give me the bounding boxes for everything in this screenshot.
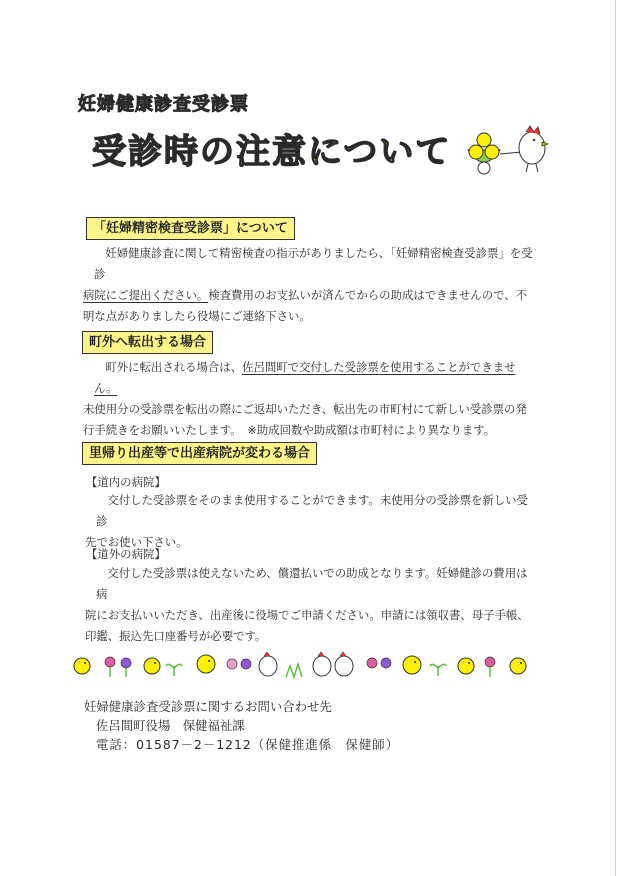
contact-heading: 妊婦健康診査受診票に関するお問い合わせ先 <box>84 699 332 714</box>
outside-hokkaido-label: 【道外の病院】 <box>86 547 166 561</box>
text-line: 交付した受診票をそのまま使用することができます。未使用分の受診票を新しい受診 <box>96 493 528 528</box>
page-edge <box>615 0 616 876</box>
hen-icon <box>259 652 277 676</box>
decorative-border <box>68 646 538 680</box>
chick-icon <box>403 656 421 674</box>
section-text-moving-out <box>83 357 534 441</box>
text-line: 交付した受診票は使えないため、償還払いでの助成となります。妊婦健診の費用は病 <box>96 566 528 601</box>
flower-icon <box>367 658 391 668</box>
text-line: 先でお使い下さい。 <box>85 535 188 549</box>
chick-icon <box>197 655 215 673</box>
chicks-and-hen-icon <box>462 112 552 178</box>
underlined-text: 病院にご提出ください。 <box>83 288 209 302</box>
section-heading-hospital-change: 里帰り出産等で出産病院が変わる場合 <box>82 442 317 465</box>
text-line: 未使用分の受診票を転出の際にご返却いただき、転出先の市町村にて新しい受診票の発 <box>83 402 527 416</box>
text-line: 明な点がありましたら役場にご連絡下さい。 <box>83 309 311 323</box>
flower-icon <box>485 657 495 677</box>
in-hokkaido-label: 【道内の病院】 <box>86 475 166 489</box>
text-line: 印鑑、振込先口座番号が必要です。 <box>85 629 267 643</box>
chick-icon <box>74 658 90 674</box>
in-hokkaido-text <box>85 490 536 553</box>
contact-office: 佐呂間町役場 保健福祉課 <box>96 718 245 733</box>
text-line: 妊婦健康診査に関して精密検査の指示がありましたら、「妊婦精密検査受診票」を受診 <box>94 246 533 281</box>
sprout-icon <box>430 664 446 676</box>
document-title: 受診時の注意について <box>92 132 452 172</box>
section-heading-precision-exam: 「妊婦精密検査受診票」について <box>86 217 295 240</box>
flower-icon <box>121 658 131 677</box>
text-line: 町外に転出される場合は、 <box>105 360 243 374</box>
flower-icon <box>227 659 251 669</box>
text-line: 行手続きをお願いいたします。 ※助成回数や助成額は市町村により異なります。 <box>83 423 496 437</box>
document-subtitle: 妊婦健康診査受診票 <box>78 94 249 115</box>
chick-icon <box>458 658 474 674</box>
outside-hokkaido-text <box>85 563 536 647</box>
grass-icon <box>286 664 302 677</box>
section-text-precision-exam <box>83 243 534 327</box>
chick-icon <box>510 658 526 674</box>
chick-icon <box>144 658 160 674</box>
hen-icon <box>335 652 353 676</box>
text-line: 院にお支払いいただき、出産後に役場でご申請ください。申請には領収書、母子手帳、 <box>85 608 529 622</box>
section-heading-moving-out: 町外へ転出する場合 <box>82 331 213 354</box>
contact-phone: 電話：01587－2－1212（保健推進係 保健師） <box>96 737 400 752</box>
text-line: 検査費用のお支払いが済んでからの助成はできませんので、不 <box>208 288 528 302</box>
flower-icon <box>105 657 115 677</box>
underlined-text: 佐呂間町で交付した受診票を使用することができません。 <box>94 360 516 395</box>
hen-icon <box>313 652 331 676</box>
sprout-icon <box>166 664 182 676</box>
